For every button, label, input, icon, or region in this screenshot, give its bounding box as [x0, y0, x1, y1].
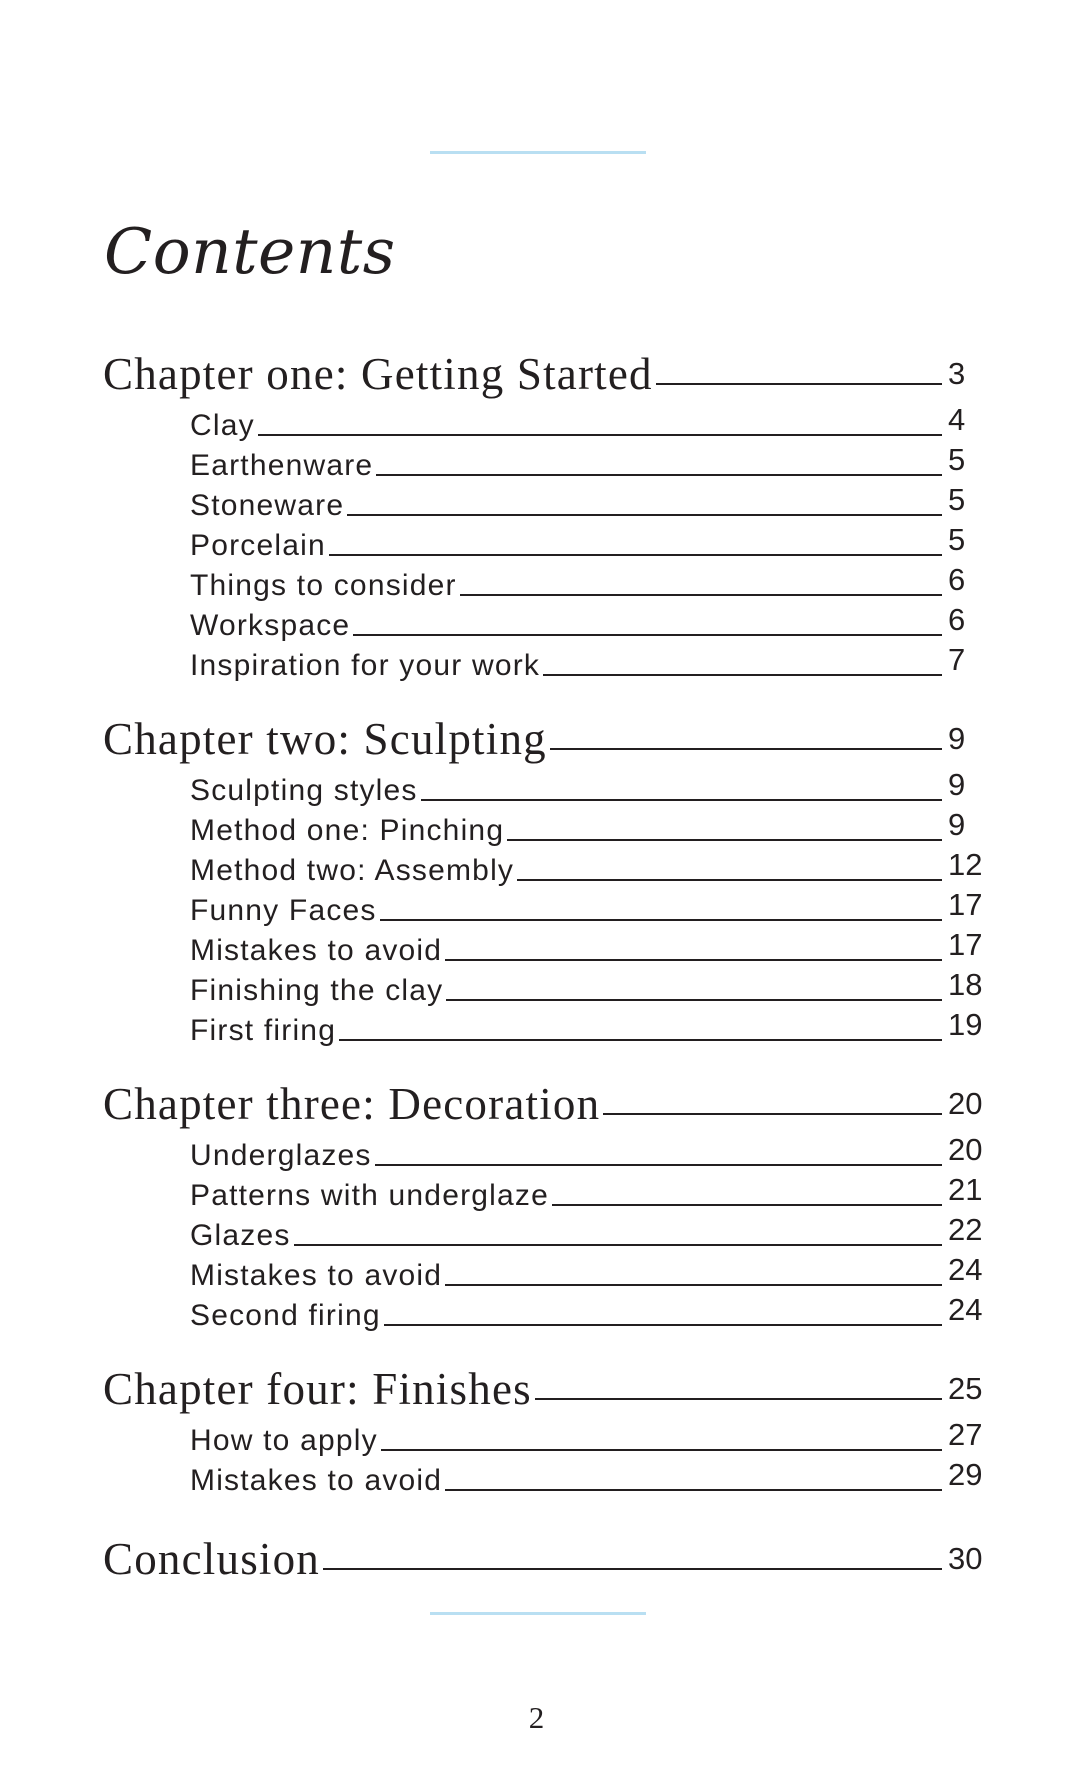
section-title: Mistakes to avoid: [190, 1464, 443, 1497]
leader-line: [375, 1164, 942, 1166]
toc-section-entry[interactable]: [190, 1134, 988, 1174]
toc-section-entry[interactable]: [190, 1009, 988, 1049]
section-title: Earthenware: [190, 449, 374, 482]
section-title: Workspace: [190, 609, 351, 642]
section-page-number: 24: [948, 1292, 983, 1327]
leader-line: [323, 1568, 942, 1570]
table-of-contents: [103, 340, 988, 1585]
toc-section-entry[interactable]: [190, 564, 988, 604]
section-title: How to apply: [190, 1424, 378, 1457]
toc-section-entry[interactable]: [190, 849, 988, 889]
section-page-number: 22: [948, 1212, 983, 1247]
toc-section-entry[interactable]: [190, 1419, 988, 1459]
leader-line: [294, 1244, 942, 1246]
toc-section-entry[interactable]: [190, 644, 988, 684]
bottom-decorative-rule: [430, 1612, 646, 1615]
toc-section-list: [103, 1419, 988, 1499]
section-page-number: 7: [948, 642, 966, 677]
section-title: Mistakes to avoid: [190, 1259, 443, 1292]
toc-section-entry[interactable]: [190, 889, 988, 929]
leader-line: [339, 1039, 942, 1041]
section-title: Underglazes: [190, 1139, 372, 1172]
toc-chapter-entry[interactable]: [103, 705, 988, 765]
section-title: Glazes: [190, 1219, 291, 1252]
section-title: Sculpting styles: [190, 774, 418, 807]
toc-section-entry[interactable]: [190, 524, 988, 564]
toc-chapter: [103, 1070, 988, 1334]
leader-line: [550, 748, 942, 750]
toc-section-entry[interactable]: [190, 1459, 988, 1499]
chapter-page-number: 3: [948, 356, 966, 391]
toc-section-entry[interactable]: [190, 1254, 988, 1294]
section-title: Finishing the clay: [190, 974, 444, 1007]
top-decorative-rule: [430, 151, 646, 154]
toc-chapter-entry[interactable]: [103, 340, 988, 400]
page-number: 2: [528, 1700, 545, 1735]
toc-section-entry[interactable]: [190, 929, 988, 969]
toc-chapter-entry[interactable]: [103, 1070, 988, 1130]
leader-line: [460, 594, 942, 596]
section-title: Method one: Pinching: [190, 814, 505, 847]
leader-line: [258, 434, 942, 436]
toc-chapter: [103, 340, 988, 684]
section-title: Second firing: [190, 1299, 381, 1332]
section-page-number: 21: [948, 1172, 983, 1207]
section-page-number: 24: [948, 1252, 983, 1287]
section-title: Stoneware: [190, 489, 345, 522]
leader-line: [347, 514, 942, 516]
section-title: Funny Faces: [190, 894, 377, 927]
leader-line: [384, 1324, 942, 1326]
leader-line: [445, 959, 942, 961]
toc-section-entry[interactable]: [190, 809, 988, 849]
chapter-page-number: 9: [948, 721, 966, 756]
section-page-number: 17: [948, 927, 983, 962]
chapter-title: Chapter three: Decoration: [103, 1079, 601, 1129]
section-page-number: 18: [948, 967, 983, 1002]
leader-line: [353, 634, 942, 636]
leader-line: [543, 674, 942, 676]
section-title: First firing: [190, 1014, 337, 1047]
section-title: Clay: [190, 409, 255, 442]
chapter-page-number: 20: [948, 1086, 983, 1121]
toc-section-entry[interactable]: [190, 969, 988, 1009]
leader-line: [656, 383, 942, 385]
leader-line: [603, 1113, 942, 1115]
section-page-number: 9: [948, 807, 966, 842]
toc-section-list: [103, 404, 988, 684]
leader-line: [535, 1398, 942, 1400]
toc-section-entry[interactable]: [190, 484, 988, 524]
chapter-page-number: 25: [948, 1371, 983, 1406]
leader-line: [446, 999, 942, 1001]
toc-section-list: [103, 769, 988, 1049]
toc-section-entry[interactable]: [190, 444, 988, 484]
section-page-number: 5: [948, 522, 966, 557]
toc-section-entry[interactable]: [190, 604, 988, 644]
section-title: Things to consider: [190, 569, 457, 602]
section-page-number: 5: [948, 442, 966, 477]
toc-section-entry[interactable]: [190, 1214, 988, 1254]
chapter-title: Chapter two: Sculpting: [103, 714, 547, 764]
leader-line: [421, 799, 942, 801]
leader-line: [329, 554, 942, 556]
chapter-page-number: 30: [948, 1541, 983, 1576]
contents-heading: Contents: [104, 215, 396, 288]
leader-line: [517, 879, 942, 881]
toc-section-entry[interactable]: [190, 1174, 988, 1214]
chapter-title: Chapter four: Finishes: [103, 1364, 532, 1414]
toc-chapter-entry[interactable]: [103, 1355, 988, 1415]
leader-line: [381, 1449, 942, 1451]
toc-section-entry[interactable]: [190, 1294, 988, 1334]
section-page-number: 29: [948, 1457, 983, 1492]
section-page-number: 6: [948, 562, 966, 597]
toc-chapter: [103, 1355, 988, 1499]
leader-line: [380, 919, 942, 921]
leader-line: [552, 1204, 942, 1206]
section-title: Method two: Assembly: [190, 854, 515, 887]
section-page-number: 12: [948, 847, 983, 882]
leader-line: [445, 1489, 942, 1491]
toc-section-list: [103, 1134, 988, 1334]
section-title: Inspiration for your work: [190, 649, 541, 682]
section-page-number: 20: [948, 1132, 983, 1167]
toc-chapter: [103, 705, 988, 1049]
chapter-title: Conclusion: [103, 1534, 321, 1584]
leader-line: [445, 1284, 942, 1286]
section-title: Mistakes to avoid: [190, 934, 443, 967]
toc-chapter: [103, 1525, 988, 1585]
leader-line: [507, 839, 942, 841]
section-page-number: 19: [948, 1007, 983, 1042]
section-title: Patterns with underglaze: [190, 1179, 549, 1212]
section-page-number: 4: [948, 402, 966, 437]
chapter-title: Chapter one: Getting Started: [103, 349, 653, 399]
section-page-number: 5: [948, 482, 966, 517]
toc-chapter-entry[interactable]: [103, 1525, 988, 1585]
section-page-number: 9: [948, 767, 966, 802]
section-page-number: 27: [948, 1417, 983, 1452]
toc-section-entry[interactable]: [190, 404, 988, 444]
toc-section-entry[interactable]: [190, 769, 988, 809]
section-title: Porcelain: [190, 529, 326, 562]
leader-line: [376, 474, 942, 476]
section-page-number: 17: [948, 887, 983, 922]
section-page-number: 6: [948, 602, 966, 637]
